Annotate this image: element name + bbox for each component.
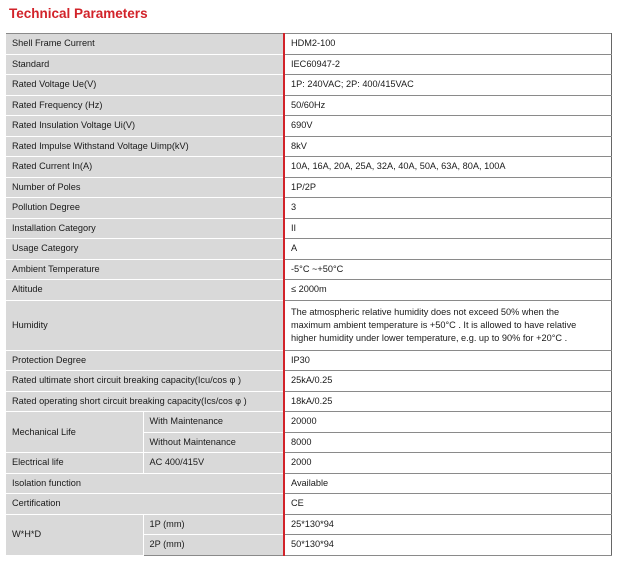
param-value: -5°C ~+50°C: [284, 259, 611, 280]
param-value: 50/60Hz: [284, 95, 611, 116]
param-sublabel: AC 400/415V: [143, 453, 284, 474]
param-value: [284, 300, 611, 350]
humidity-line: higher humidity under lower temperature, e.g. up to 90% for +20°C .: [291, 332, 568, 343]
humidity-line: maximum ambient temperature is +50°C . It is allowed to have relative: [291, 319, 577, 330]
param-label: Ambient Temperature: [6, 259, 284, 280]
table-row: [6, 350, 611, 371]
param-label: Number of Poles: [6, 177, 284, 198]
param-label: Rated Current In(A): [6, 157, 284, 178]
table-row: [6, 514, 611, 535]
param-sublabel: With Maintenance: [143, 412, 284, 433]
param-value: CE: [284, 494, 611, 515]
param-value: 25*130*94: [284, 514, 611, 535]
humidity-line: The atmospheric relative humidity does not exceed 50% when the: [291, 306, 560, 317]
param-value: 18kA/0.25: [284, 391, 611, 412]
param-label: Usage Category: [6, 239, 284, 260]
param-label: Altitude: [6, 280, 284, 301]
table-row: [6, 198, 611, 219]
param-value: IP30: [284, 350, 611, 371]
param-value: 8kV: [284, 136, 611, 157]
param-label: Rated Impulse Withstand Voltage Uimp(kV): [6, 136, 284, 157]
param-value: HDM2-100: [284, 34, 611, 55]
param-label: Rated Frequency (Hz): [6, 95, 284, 116]
param-label: Pollution Degree: [6, 198, 284, 219]
table-row: [6, 75, 611, 96]
param-value: 50*130*94: [284, 535, 611, 556]
table-row: [6, 136, 611, 157]
table-row: [6, 177, 611, 198]
param-value: 10A, 16A, 20A, 25A, 32A, 40A, 50A, 63A, 80A, 100A: [284, 157, 611, 178]
param-value: 2000: [284, 453, 611, 474]
param-label: Protection Degree: [6, 350, 284, 371]
param-label: Installation Category: [6, 218, 284, 239]
param-label: Shell Frame Current: [6, 34, 284, 55]
table-row: [6, 259, 611, 280]
param-label: Certification: [6, 494, 284, 515]
page-title: Technical Parameters: [9, 6, 148, 21]
param-label: Rated Voltage Ue(V): [6, 75, 284, 96]
param-label: Humidity: [6, 300, 284, 350]
param-value: 3: [284, 198, 611, 219]
param-value: 25kA/0.25: [284, 371, 611, 392]
param-label: Mechanical Life: [6, 412, 143, 453]
technical-parameters-table: [6, 33, 612, 556]
param-value: A: [284, 239, 611, 260]
param-value: 1P/2P: [284, 177, 611, 198]
param-label: Rated Insulation Voltage Ui(V): [6, 116, 284, 137]
table-row: [6, 494, 611, 515]
param-label: Electrical life: [6, 453, 143, 474]
param-value: 8000: [284, 432, 611, 453]
table-row: [6, 371, 611, 392]
param-sublabel: 2P (mm): [143, 535, 284, 556]
table-row: [6, 300, 611, 350]
table-row: [6, 54, 611, 75]
param-label: Isolation function: [6, 473, 284, 494]
param-value: Available: [284, 473, 611, 494]
param-label: Rated ultimate short circuit breaking capacity(Icu/cos φ ): [6, 371, 284, 392]
param-value: IEC60947-2: [284, 54, 611, 75]
table-row: [6, 218, 611, 239]
param-value: II: [284, 218, 611, 239]
param-value: 1P: 240VAC; 2P: 400/415VAC: [284, 75, 611, 96]
table-row: [6, 412, 611, 433]
table-row: [6, 473, 611, 494]
param-label: W*H*D: [6, 514, 143, 555]
table-row: [6, 453, 611, 474]
table-row: [6, 157, 611, 178]
param-value: ≤ 2000m: [284, 280, 611, 301]
param-label: Standard: [6, 54, 284, 75]
param-value: 20000: [284, 412, 611, 433]
table-row: [6, 95, 611, 116]
param-sublabel: Without Maintenance: [143, 432, 284, 453]
param-value: 690V: [284, 116, 611, 137]
param-sublabel: 1P (mm): [143, 514, 284, 535]
param-label: Rated operating short circuit breaking capacity(Ics/cos φ ): [6, 391, 284, 412]
table-row: [6, 34, 611, 55]
table-row: [6, 391, 611, 412]
table-row: [6, 116, 611, 137]
table-row: [6, 239, 611, 260]
table-row: [6, 280, 611, 301]
